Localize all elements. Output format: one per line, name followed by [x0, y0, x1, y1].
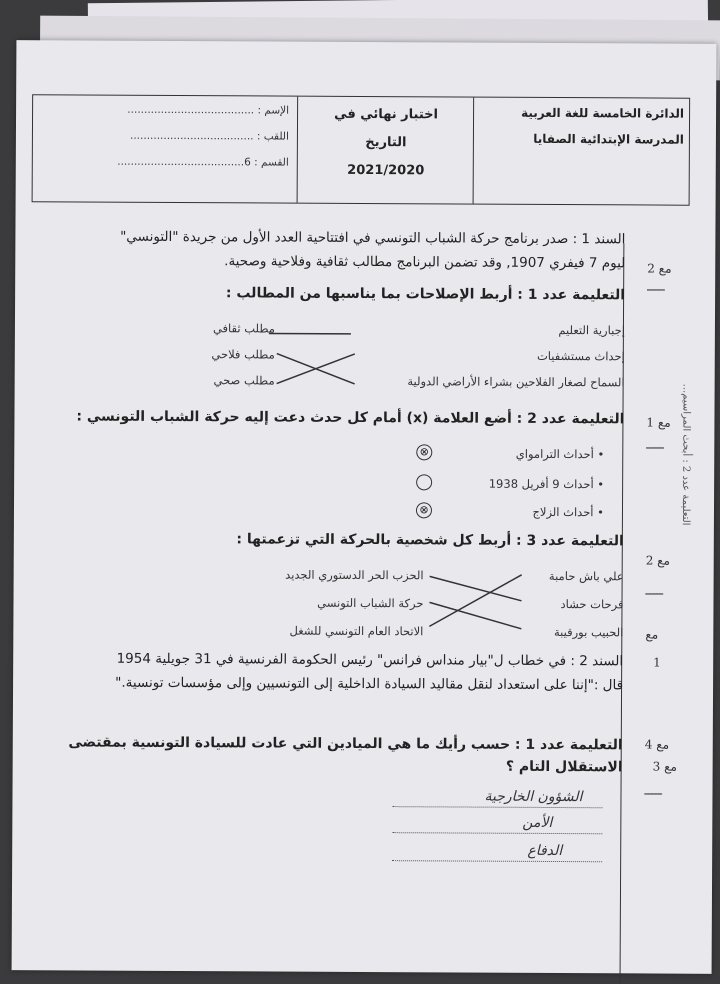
source1-line1: السند 1 : صدر برنامج حركة الشباب التونسي في افتتاحية العدد الأول من جريدة "التونسي" [120, 229, 625, 248]
margin-grade: مع [645, 627, 658, 641]
task1-right-item: مطلب صحي [214, 373, 275, 387]
name-field: الإسم : ...................................... [127, 104, 289, 117]
task1-title: التعليمة عدد 1 : أربط الإصلاحات بما يناسبها من المطالب : [226, 285, 625, 303]
connect-line [429, 574, 521, 626]
school-line1: الدائرة الخامسة للغة العربية [521, 106, 684, 121]
event-label: أحداث الترامواي [516, 447, 594, 461]
school-line2: المدرسة الإبتدائية الصفايا [533, 132, 684, 147]
margin-grade: 3 مع [653, 760, 677, 774]
connect-line [429, 602, 521, 628]
source1-line2: ليوم 7 فيفري 1907, وقد تضمن البرنامج مطالب ثقافية وفلاحية وصحية. [224, 253, 625, 271]
exam-year: 2021/2020 [298, 163, 474, 179]
margin-grade: ـــــ [647, 279, 665, 293]
side-text: التعليمة عدد 2 : أبحث المراسيم... [680, 384, 692, 526]
margin-grade: ـــــ [646, 437, 664, 451]
margin-grade: ـــــ [646, 583, 664, 597]
task1-left-item: السماح لصغار الفلاحين بشراء الأراضي الدولية [407, 374, 624, 389]
exam-paper [12, 40, 717, 974]
exam-line1: اختبار نهائي في [298, 107, 474, 123]
source2-line1: السند 2 : في خطاب ل"بيار منداس فرانس" رئيس الحكومة الفرنسية في 31 جويلية 1954 [117, 651, 624, 670]
task1-right-item: مطلب فلاحي [211, 347, 274, 361]
margin-grade: مع 2 [647, 261, 671, 275]
handwritten-answer: الدفاع [527, 843, 562, 859]
handwritten-answer: الأمن [522, 815, 552, 831]
task2-event: • أحداث الترامواي [516, 447, 605, 461]
task3-movement: حركة الشباب التونسي [317, 596, 423, 611]
task3-title: التعليمة عدد 3 : أربط كل شخصية بالحركة التي تزعمتها : [236, 531, 623, 549]
event-label: أحداث الزلاج [532, 505, 593, 519]
event-label: أحداث 9 أفريل 1938 [489, 477, 594, 492]
margin-grade: ـــــ [644, 783, 662, 797]
margin-grade: مع 4 [645, 737, 669, 751]
margin-grade: مع 1 [646, 415, 670, 429]
checkbox-circle[interactable]: ⊗ [416, 444, 432, 460]
handwritten-answer: الشؤون الخارجية [484, 789, 582, 806]
task3-person: فرحات حشاد [561, 597, 624, 611]
task3-movement: الحزب الحر الدستوري الجديد [285, 568, 424, 583]
task3-person: علي باش حامبة [549, 569, 624, 583]
connection-lines [12, 40, 717, 974]
task3-movement: الاتحاد العام التونسي للشغل [289, 624, 423, 639]
margin-grade: 1 [653, 656, 661, 670]
task1-left-item: إجبارية التعليم [558, 323, 625, 337]
source2-line2: قال :"إننا على استعداد لنقل مقاليد السيادة الداخلية إلى التونسيين وإلى مؤسسات تونسية." [115, 675, 623, 694]
exam-line2: التاريخ [298, 135, 474, 151]
margin-grade: مع 2 [646, 553, 670, 567]
checkbox-circle[interactable]: ⊗ [416, 502, 432, 518]
task2-event: • أحداث 9 أفريل 1938 [489, 477, 604, 492]
task2-title: التعليمة عدد 2 : أضع العلامة (x) أمام كل حدث دعت إليه حركة الشباب التونسي : [76, 408, 624, 427]
task4-title-line1: التعليمة عدد 1 : حسب رأيك ما هي الميادين التي عادت للسيادة التونسية بمقتضى [68, 734, 622, 753]
task1-left-item: إحداث مستشفيات [537, 349, 625, 363]
surname-field: اللقب : ..................................... [130, 130, 289, 143]
class-field: القسم : 6...................................... [117, 156, 289, 169]
task1-right-item: مطلب ثقافي [213, 321, 275, 335]
task4-title-line2: الاستقلال التام ؟ [506, 759, 623, 776]
connect-line [430, 576, 522, 600]
task3-person: الحبيب بورقيبة [554, 625, 623, 639]
task2-event: • أحداث الزلاج [532, 505, 604, 519]
